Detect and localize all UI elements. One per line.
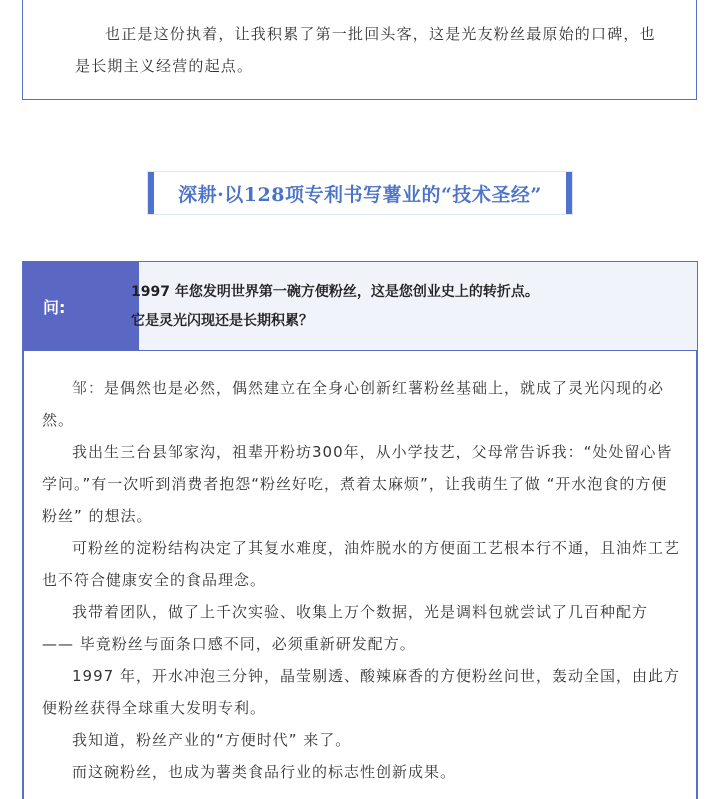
frame-right-border bbox=[696, 351, 698, 799]
answer-paragraph bbox=[42, 372, 682, 436]
question-label: 问: bbox=[23, 262, 139, 350]
section-title: 深耕·以128项专利书写薯业的“技术圣经” bbox=[178, 183, 542, 206]
answer-paragraph-text: 是偶然也是必然，偶然建立在全身心创新红薯粉丝基础上，就成了灵光闪现的必然。 bbox=[42, 379, 665, 429]
frame-left-border bbox=[22, 351, 24, 799]
answer-paragraph: 而这碗粉丝，也成为薯类食品行业的标志性创新成果。 bbox=[72, 763, 457, 781]
answer-body bbox=[42, 372, 682, 788]
answer-paragraph: 1997 年，开水冲泡三分钟，晶莹剔透、酸辣麻香的方便粉丝问世，轰动全国，由此方便粉丝获得全球重大发明专利。 bbox=[42, 667, 680, 717]
question-box bbox=[22, 261, 698, 351]
answer-speaker: 邹： bbox=[72, 379, 105, 397]
section-heading bbox=[148, 172, 572, 214]
question-text bbox=[131, 278, 687, 336]
answer-paragraph: 可粉丝的淀粉结构决定了其复水难度，油炸脱水的方便面工艺根本行不通，且油炸工艺也不符合健康安全的食品理念。 bbox=[42, 539, 681, 589]
answer-paragraph: 我带着团队，做了上千次实验、收集上万个数据，光是调料包就尝试了几百种配方 —— 毕竟粉丝与面条口感不同，必须重新研发配方。 bbox=[42, 603, 649, 653]
question-line-2: 它是灵光闪现还是长期积累？ bbox=[131, 313, 313, 329]
intro-box bbox=[22, 0, 697, 100]
answer-paragraph: 我知道，粉丝产业的“方便时代” 来了。 bbox=[72, 731, 352, 749]
answer-paragraph: 我出生三台县邹家沟，祖辈开粉坊300年，从小学技艺，父母常告诉我：“处处留心皆学问。”有一次听到消费者抱怨“粉丝好吃，煮着太麻烦”，让我萌生了做 “开水泡食的方便粉丝” 的想法。 bbox=[42, 443, 673, 525]
question-line-1: 1997 年您发明世界第一碗方便粉丝，这是您创业史上的转折点。 bbox=[131, 284, 539, 300]
intro-paragraph: 也正是这份执着，让我积累了第一批回头客，这是光友粉丝最原始的口碑，也是长期主义经营的起点。 bbox=[75, 25, 656, 75]
